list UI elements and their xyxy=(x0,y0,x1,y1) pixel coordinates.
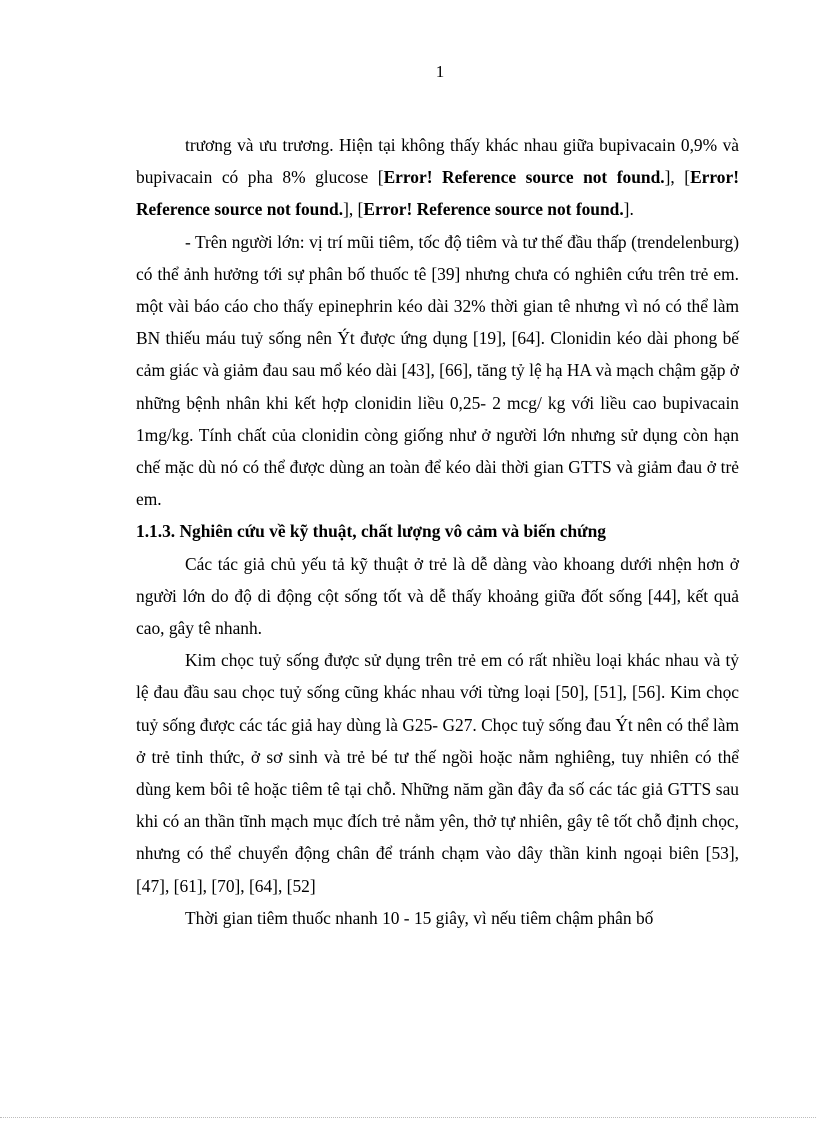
paragraph-text: ], [ xyxy=(343,199,364,220)
broken-reference: Error! Reference source not found. xyxy=(383,167,665,188)
paragraph-text: ]. xyxy=(623,199,634,220)
paragraph-text: ], [ xyxy=(664,167,691,188)
page-content xyxy=(136,129,739,934)
page-number: 1 xyxy=(435,62,445,81)
paragraph-needle: Kim chọc tuỷ sống được sử dụng trên trẻ em có rất nhiều loại khác nhau và tỷ lệ đau đầu sau chọc tuỷ sống cũng khác nhau với từng loại [50], [51], [56]. Kim chọc tuỷ sống được các tác giả hay dùng là G25- G27. Chọc tuỷ sống đau Ýt nên có thể làm ở trẻ tỉnh thức, ở sơ sinh và trẻ bé tư thế ngồi hoặc nằm nghiêng, tuy nhiên có thể dùng kem bôi tê hoặc tiêm tê tại chỗ. Những năm gần đây đa số các tác giả GTTS sau khi có an thần tĩnh mạch mục đích trẻ nằm yên, thở tự nhiên, gây tê tốt chỗ định chọc, nhưng có thể chuyển động chân để tránh chạm vào dây thần kinh ngoại biên [53], [47], [61], [70], [64], [52] xyxy=(136,650,739,896)
page-bottom-border xyxy=(0,1117,816,1118)
section-heading: 1.1.3. Nghiên cứu về kỹ thuật, chất lượng vô cảm và biến chứng xyxy=(136,521,606,542)
broken-reference: Error! Reference source not found. xyxy=(363,199,624,220)
paragraph-technique: Các tác giả chủ yếu tả kỹ thuật ở trẻ là dễ dàng vào khoang dưới nhện hơn ở người lớn do độ di động cột sống tốt và dễ thấy khoảng giữa đốt sống [44], kết quả cao, gây tê nhanh. xyxy=(136,553,739,639)
paragraph-text: trương và ưu trương. Hiện tại không thấy khác nhau giữa bupivacain 0,9% và bupivacain có pha 8% glucose [ xyxy=(136,135,739,188)
paragraph-injection-time: Thời gian tiêm thuốc nhanh 10 - 15 giây, vì nếu tiêm chậm phân bố xyxy=(185,907,654,928)
broken-reference: Error! Reference source not found. xyxy=(136,167,740,220)
paragraph-adults: - Trên người lớn: vị trí mũi tiêm, tốc độ tiêm và tư thế đầu thấp (trendelenburg) có thể ảnh hưởng tới sự phân bố thuốc tê [39] nhưng chưa có nghiên cứu trên trẻ em. một vài báo cáo cho thấy epinephrin kéo dài 32% thời gian tê nhưng vì nó có thể làm BN thiếu máu tuỷ sống nên Ýt được ứng dụng [19], [64]. Clonidin kéo dài phong bế cảm giác và giảm đau sau mổ kéo dài [43], [66], tăng tỷ lệ hạ HA và mạch chậm gặp ở những bệnh nhân khi kết hợp clonidin liều 0,25- 2 mcg/ kg với liều cao bupivacain 1mg/kg. Tính chất của clonidin còng giống như ở người lớn nhưng sử dụng còn hạn chế mặc dù nó có thể được dùng an toàn để kéo dài thời gian GTTS và giảm đau ở trẻ em. xyxy=(136,231,739,510)
paragraph-bupivacain xyxy=(136,129,739,226)
